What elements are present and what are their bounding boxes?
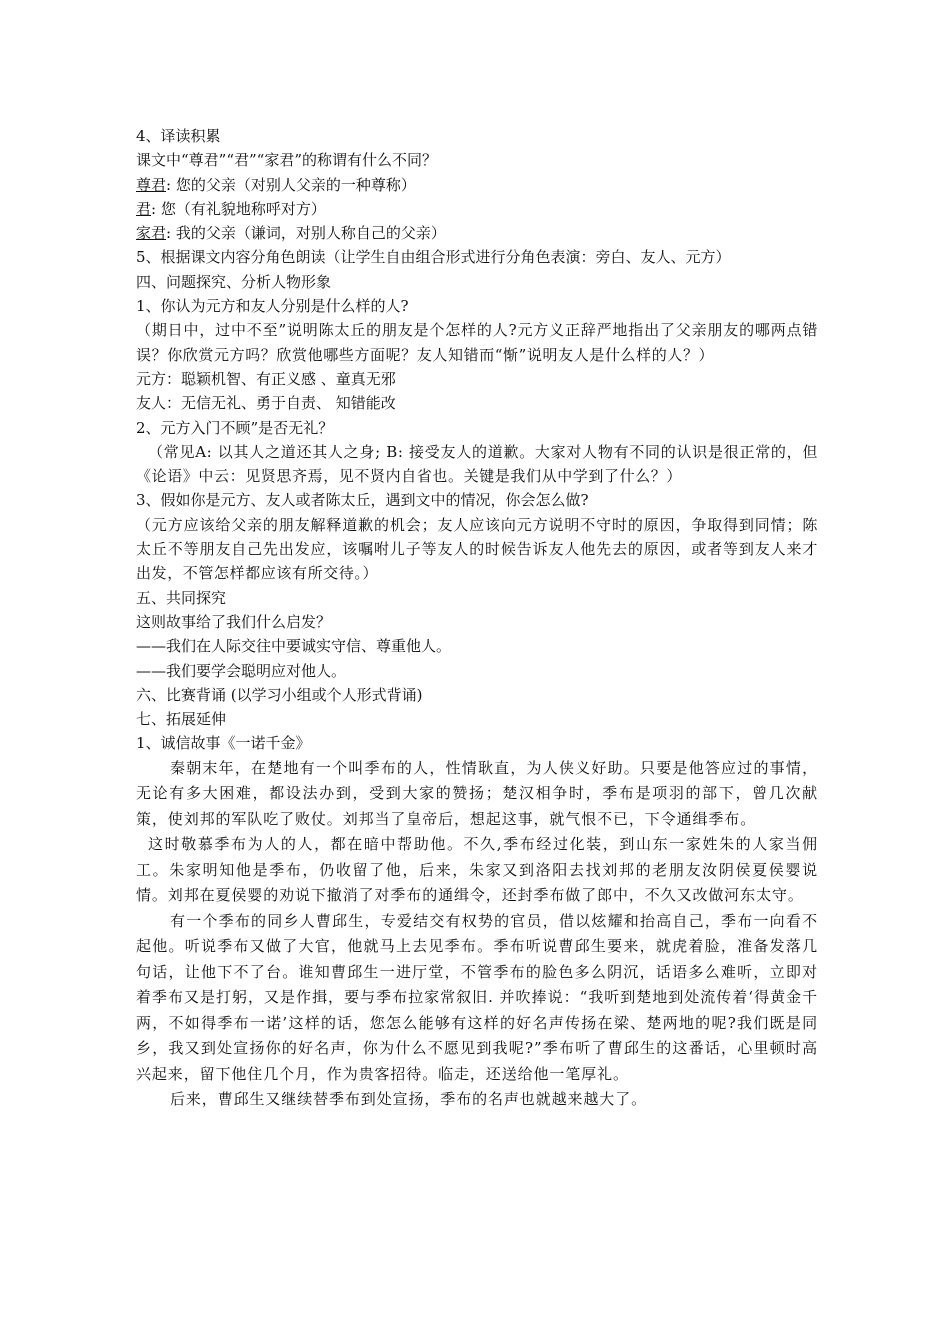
story-title: 1、诚信故事《一诺千金》 bbox=[136, 734, 311, 753]
term-jiajun: 家君 bbox=[136, 224, 167, 243]
term-line-jiajun bbox=[136, 221, 818, 245]
section-heading-extend: 七、拓展延伸 bbox=[136, 710, 227, 729]
story-paragraph-1: 秦朝末年，在楚地有一个叫季布的人，性情耿直，为人侠义好助。只要是他答应过的事情，无论有多大困难，都设法办到，受到大家的赞扬；楚汉相争时，季布是项羽的部下，曾几次献策，使刘邦的军队吃了败仗。刘邦当了皇帝后，想起这事，就气恨不已，下令通缉季布。 bbox=[136, 758, 818, 828]
term-line-zunjun bbox=[136, 173, 818, 197]
question-2: 2、元方入门不顾”是否无礼？ bbox=[136, 418, 334, 437]
inspiration-question: 这则故事给了我们什么启发？ bbox=[136, 612, 332, 631]
question-3: 3、假如你是元方、友人或者陈太丘，遇到文中的情况，你会怎么做? bbox=[136, 491, 589, 510]
question-3-hint: （元方应该给父亲的朋友解释道歉的机会；友人应该向元方说明不守时的原因，争取得到同情；陈太丘不等朋友自己先出发应，该嘱咐儿子等友人的时候告诉友人他先去的原因，或者等到友人来才出发，不管怎样都应该有所交待。） bbox=[136, 515, 818, 583]
friend-traits: 友人：无信无礼、勇于自责、 知错能改 bbox=[136, 394, 396, 413]
term-jun-definition: : 您（有礼貌地称呼对方） bbox=[151, 199, 326, 218]
role-reading-line: 5、根据课文内容分角色朗读（让学生自由组合形式进行分角色表演：旁白、友人、元方） bbox=[136, 248, 731, 267]
inspiration-point-1: ——我们在人际交往中要诚实守信、尊重他人。 bbox=[136, 637, 452, 656]
term-zunjun: 尊君 bbox=[136, 175, 167, 194]
term-zunjun-definition: : 您的父亲（对别人父亲的一种尊称） bbox=[166, 175, 416, 194]
question-line: 课文中“尊君”“君”“家君”的称谓有什么不同？ bbox=[136, 151, 438, 170]
section-heading-explore: 四、问题探究、分析人物形象 bbox=[136, 272, 332, 291]
document-page bbox=[136, 124, 818, 1113]
section-heading-4: 4、译读积累 bbox=[136, 127, 221, 145]
inspiration-point-2: ——我们要学会聪明应对他人。 bbox=[136, 661, 347, 680]
section-heading-recite: 六、比赛背诵 (以学习小组或个人形式背诵) bbox=[136, 685, 423, 704]
question-1-hint: （期日中，过中不至”说明陈太丘的朋友是个怎样的人?元方义正辞严地指出了父亲朋友的哪两点错误？你欣赏元方吗？欣赏他哪些方面呢？友人知错而“惭”说明友人是什么样的人？） bbox=[136, 321, 818, 364]
term-line-jun bbox=[136, 197, 818, 221]
term-jun: 君 bbox=[136, 199, 152, 218]
question-2-hint: （常见A: 以其人之道还其人之身; B: 接受友人的道歉。大家对人物有不同的认识是很正常的，但《论语》中云：见贤思齐焉，见不贤内自省也。关键是我们从中学到了什么？） bbox=[136, 442, 818, 486]
story-paragraph-3: 有一个季布的同乡人曹邱生，专爱结交有权势的官员，借以炫耀和抬高自己，季布一向看不起他。听说季布又做了大官，他就马上去见季布。季布听说曹邱生要来，就虎着脸，准备发落几句话，让他下不了台。谁知曹邱生一进厅堂，不管季布的脸色多么阴沉，话语多么难听，立即对着季布又是打躬，又是作揖，要与季布拉家常叙旧. 并吹捧说：“我听到楚地到处流传着‘得黄金千两，不如得季布一诺’这样的话，您怎么能够有这样的好名声传扬在梁、楚两地的呢?我们既是同乡，我又到处宣扬你的好名声，你为什么不愿见到我呢?”季布听了曹邱生的这番话，心里顿时高兴起来，留下他住几个月，作为贵客招待。临走，还送给他一笔厚礼。 bbox=[136, 911, 818, 1083]
story-paragraph-2: 这时敬慕季布为人的人，都在暗中帮助他。不久,季布经过化装，到山东一家姓朱的人家当佣工。朱家明知他是季布，仍收留了他，后来，朱家又到洛阳去找刘邦的老朋友汝阴侯夏侯婴说情。刘邦在夏侯婴的劝说下撤消了对季布的通缉令，还封季布做了郎中，不久又改做河东太守。 bbox=[136, 835, 818, 905]
question-1: 1、你认为元方和友人分别是什么样的人? bbox=[136, 297, 409, 316]
yuanfang-traits: 元方：聪颖机智、有正义感 、童真无邪 bbox=[136, 369, 396, 388]
section-heading-common: 五、共同探究 bbox=[136, 588, 227, 607]
term-jiajun-definition: : 我的父亲（谦词，对别人称自己的父亲） bbox=[166, 224, 446, 243]
story-paragraph-4: 后来，曹邱生又继续替季布到处宣扬，季布的名声也就越来越大了。 bbox=[170, 1090, 648, 1109]
